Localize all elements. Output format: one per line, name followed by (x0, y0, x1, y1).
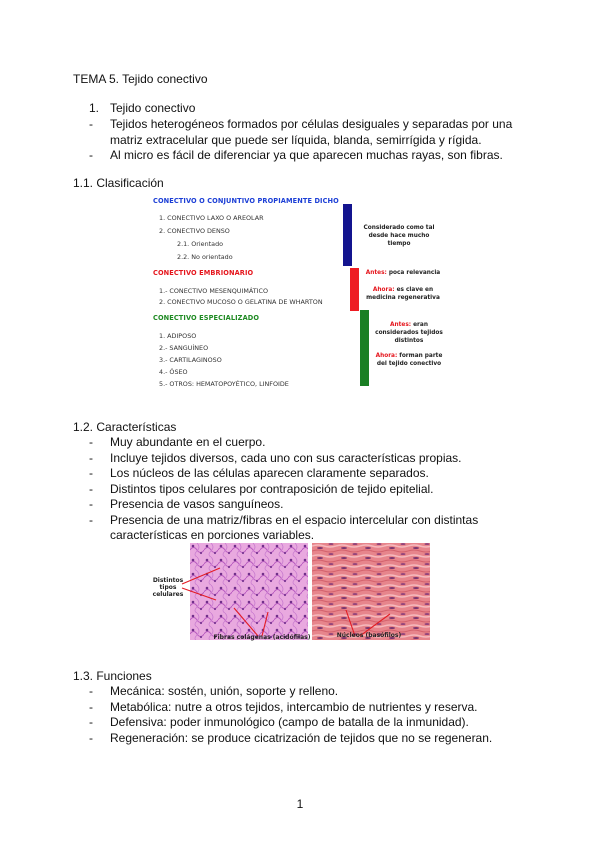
section-heading: 1.1. Clasificación (73, 176, 164, 190)
category-note (372, 321, 446, 345)
arrow-fibers-1 (234, 608, 258, 636)
list-item-text: Defensiva: poder inmunológico (campo de batalla de la inmunidad). (110, 715, 469, 729)
category-note (372, 352, 446, 368)
note-text: eran considerados tejidos distintos (375, 322, 443, 344)
label-nuclei: Núcleos (basófilos) (336, 632, 402, 639)
list-item (89, 700, 529, 716)
category-item: 2. CONECTIVO MUCOSO O GELATINA DE WHARTON (159, 298, 323, 306)
category-item: 2.1. Orientado (177, 240, 224, 248)
list-item (89, 117, 529, 148)
dash-marker: - (89, 435, 93, 449)
list-item-text: Metabólica: nutre a otros tejidos, intercambio de nutrientes y reserva. (110, 699, 478, 714)
category-note (362, 286, 444, 302)
note-text: poca relevancia (386, 270, 441, 276)
list-item-text: Los núcleos de las células aparecen claramente separados. (110, 466, 429, 480)
category-bar (360, 310, 369, 386)
dash-marker: - (89, 481, 93, 496)
list-item (89, 482, 529, 498)
category-note (362, 269, 444, 277)
classification-figure (150, 195, 450, 391)
page-number: 1 (296, 797, 304, 811)
list-item-text: Distintos tipos celulares por contraposición de tejido epitelial. (110, 481, 434, 496)
list-item-text: Regeneración: se produce cicatrización de tejidos que no se regeneran. (110, 730, 493, 745)
category-item: 2.- SANGUÍNEO (159, 344, 209, 352)
list-item-text: Al micro es fácil de diferenciar ya que aparecen muchas rayas, son fibras. (110, 148, 503, 162)
label-fibers: Fibras colágenas (acidófilas) (213, 634, 311, 641)
category-item: 1.- CONECTIVO MESENQUIMÁTICO (159, 287, 269, 295)
note-text: es clave en medicina regenerativa (366, 287, 440, 301)
list-item-text: Incluye tejidos diversos, cada uno con sus características propias. (110, 450, 462, 465)
list-item-text: Muy abundante en el cuerpo. (110, 435, 266, 449)
numbered-list (89, 101, 529, 117)
list-item (89, 513, 529, 544)
note-label: Ahora: (372, 287, 395, 293)
dash-marker: - (89, 730, 93, 745)
dash-marker: - (89, 699, 93, 714)
dash-marker: - (89, 466, 93, 480)
dash-marker: - (89, 450, 93, 465)
document-title: TEMA 5. Tejido conectivo (73, 72, 208, 86)
list-item (89, 101, 529, 117)
list-marker: 1. (89, 101, 100, 115)
arrow-cells-2 (182, 588, 216, 600)
label-cell-types: Distintos tipos celulares (152, 577, 184, 598)
list-item (89, 684, 529, 700)
category-bar (343, 204, 352, 266)
list-item-text: Presencia de una matriz/fibras en el espacio intercelular con distintas características en porciones variables. (110, 512, 479, 542)
category-item: 2. CONECTIVO DENSO (159, 227, 230, 235)
functions-bullets (89, 684, 529, 746)
arrow-cells-1 (182, 568, 220, 584)
category-item: 2.2. No orientado (177, 253, 233, 261)
dash-marker: - (89, 148, 93, 162)
dash-marker: - (89, 715, 93, 729)
list-item-text: Mecánica: sostén, unión, soporte y relleno. (110, 684, 339, 698)
dash-marker: - (89, 512, 93, 527)
list-item (89, 148, 529, 164)
list-item-text: Tejido conectivo (110, 101, 196, 115)
note-text: forman parte del tejido conectivo (376, 353, 443, 367)
category-item: 5.- OTROS: HEMATOPOYÉTICO, LINFOIDE (159, 380, 289, 388)
category-item: 3.- CARTILAGINOSO (159, 356, 222, 364)
list-item (89, 451, 529, 467)
intro-bullets (89, 117, 529, 164)
category-title: CONECTIVO O CONJUNTIVO PROPIAMENTE DICHO (153, 197, 339, 205)
list-item (89, 731, 529, 747)
dash-marker: - (89, 684, 93, 698)
list-item (89, 435, 529, 451)
list-item-text: Tejidos heterogéneos formados por células desiguales y separadas por una matriz extracelular que puede ser líquida, blanda, semirrígida y rígida. (110, 117, 513, 147)
list-item-text: Presencia de vasos sanguíneos. (110, 497, 284, 511)
list-item (89, 497, 529, 513)
characteristics-bullets (89, 435, 529, 544)
category-note: Considerado como tal desde hace mucho tiempo (363, 225, 435, 247)
section-heading: 1.2. Características (73, 420, 177, 434)
category-item: 4.- ÓSEO (159, 368, 188, 376)
dash-marker: - (89, 117, 93, 131)
category-item: 1. ADIPOSO (159, 332, 197, 340)
list-item (89, 466, 529, 482)
category-bar (350, 268, 359, 311)
list-item (89, 715, 529, 731)
dash-marker: - (89, 497, 93, 511)
category-title: CONECTIVO EMBRIONARIO (153, 269, 254, 277)
arrow-fibers-2 (262, 612, 268, 636)
note-label: Antes: (390, 322, 412, 328)
note-label: Ahora: (375, 353, 398, 359)
note-label: Antes: (365, 270, 387, 276)
category-title: CONECTIVO ESPECIALIZADO (153, 314, 260, 322)
section-heading: 1.3. Funciones (73, 669, 152, 683)
category-item: 1. CONECTIVO LAXO O AREOLAR (159, 214, 264, 222)
